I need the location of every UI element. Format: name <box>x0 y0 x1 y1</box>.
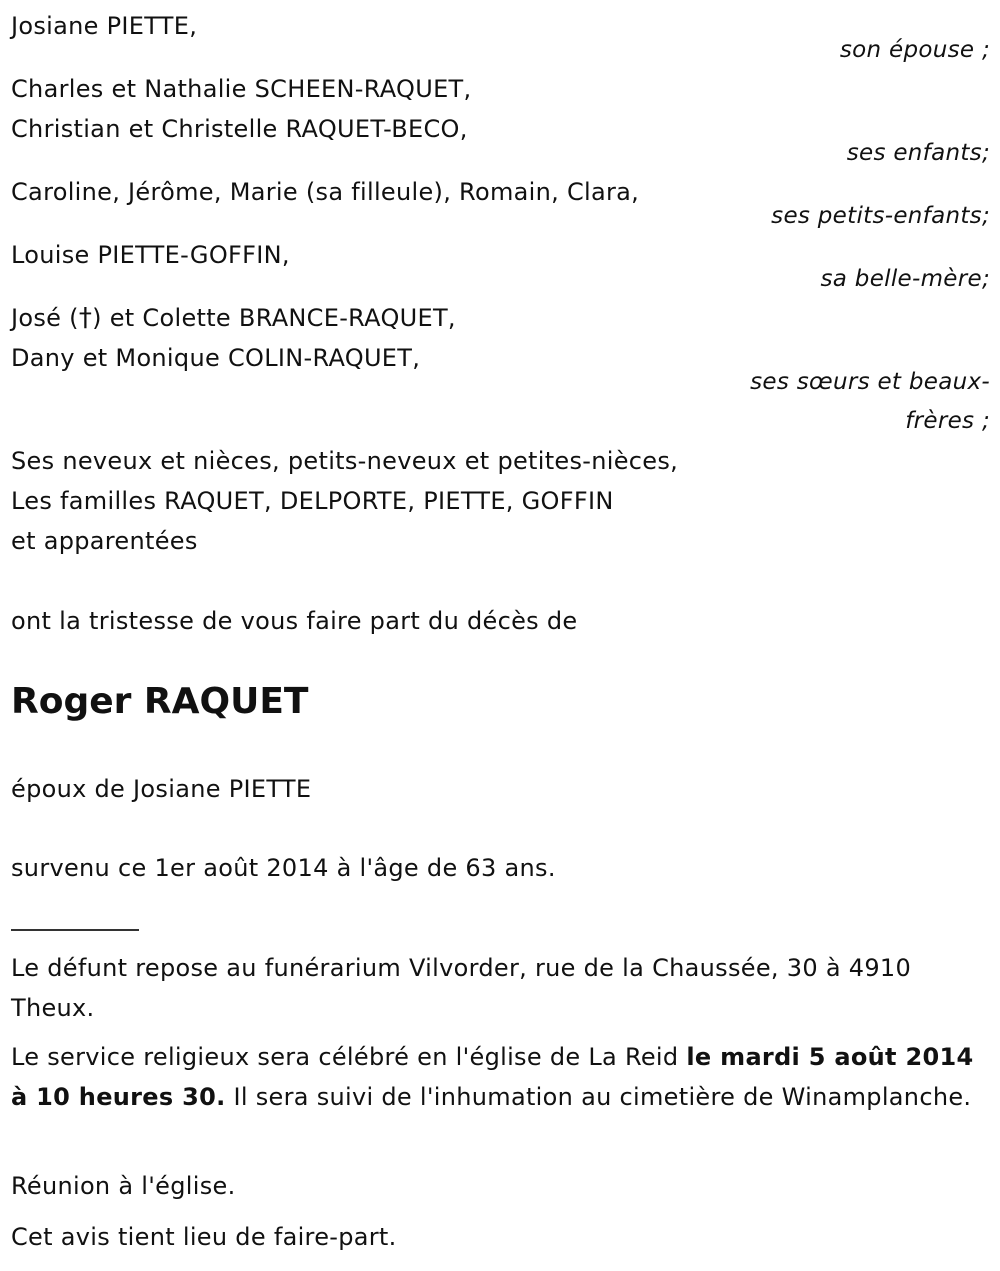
children-relation: ses enfants; <box>846 140 990 166</box>
announcement-intro: ont la tristesse de vous faire part du décès de <box>11 607 578 635</box>
spouse-name: Josiane PIETTE, <box>11 12 198 40</box>
notice-line: Cet avis tient lieu de faire-part. <box>11 1223 397 1251</box>
child-line-1: Charles et Nathalie SCHEEN-RAQUET, <box>11 75 472 103</box>
mother-in-law-relation: sa belle-mère; <box>820 266 990 292</box>
spouse-of-line: époux de Josiane PIETTE <box>11 775 312 803</box>
meeting-line: Réunion à l'église. <box>11 1172 236 1200</box>
mother-in-law-line: Louise PIETTE-GOFFIN, <box>11 241 290 269</box>
nephews-line: Ses neveux et nièces, petits-neveux et petites-nièces, <box>11 447 679 475</box>
grandchildren-line: Caroline, Jérôme, Marie (sa filleule), Romain, Clara, <box>11 178 640 206</box>
repose-paragraph: Le défunt repose au funérarium Vilvorder, rue de la Chaussée, 30 à 4910 Theux. <box>11 954 912 1022</box>
sibling-line-1 <box>11 298 456 338</box>
sibling-1-suffix: ) et Colette BRANCE-RAQUET, <box>92 304 456 332</box>
spouse-relation: son épouse ; <box>839 37 990 63</box>
related-line: et apparentées <box>11 527 198 555</box>
service-text-after: Il sera suivi de l'inhumation au cimetière de Winamplanche. <box>225 1083 972 1111</box>
sibling-line-2: Dany et Monique COLIN-RAQUET, <box>11 344 421 372</box>
grandchildren-relation: ses petits-enfants; <box>771 203 990 229</box>
sibling-1-prefix: José ( <box>11 304 79 332</box>
siblings-relation-line-1: ses sœurs et beaux- <box>750 369 990 395</box>
service-text-before: Le service religieux sera célébré en l'église de La Reid <box>11 1043 687 1071</box>
deceased-name: Roger RAQUET <box>11 681 309 722</box>
cross-icon: † <box>78 303 93 333</box>
service-date-time: le mardi 5 août 2014 à 10 heures 30. <box>11 1043 974 1111</box>
siblings-relation-line-2: frères ; <box>905 408 990 434</box>
child-line-2: Christian et Christelle RAQUET-BECO, <box>11 115 468 143</box>
divider <box>11 929 139 931</box>
service-paragraph <box>11 1037 986 1117</box>
families-line: Les familles RAQUET, DELPORTE, PIETTE, GOFFIN <box>11 487 614 515</box>
death-info-line: survenu ce 1er août 2014 à l'âge de 63 ans. <box>11 854 556 882</box>
